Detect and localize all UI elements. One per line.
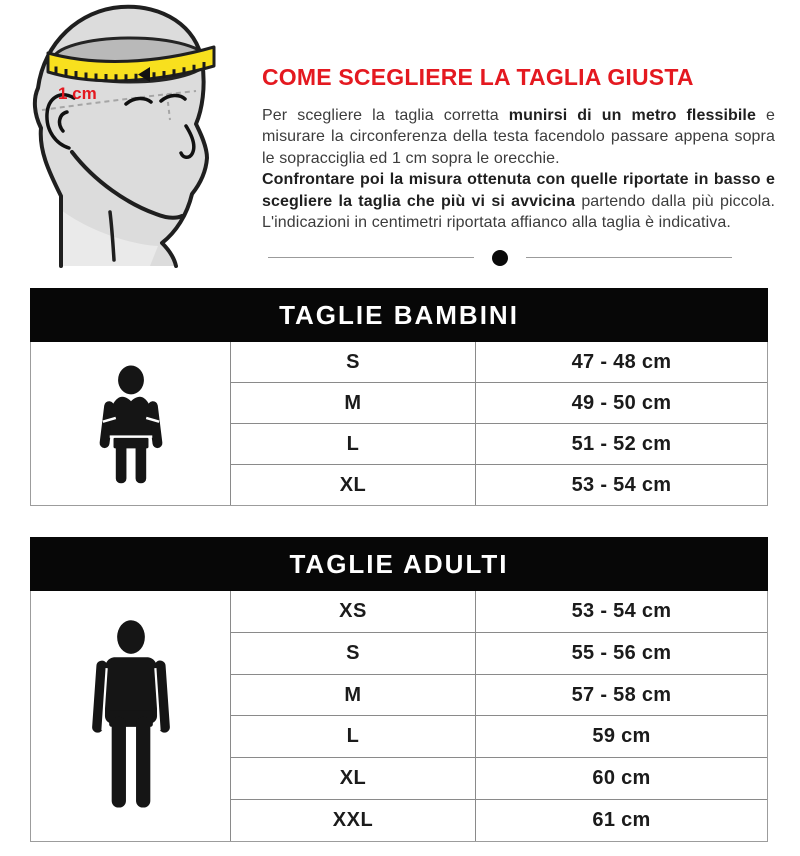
adults-size-table [30,537,768,842]
table-row [231,424,767,465]
table-row [231,758,767,800]
size-range: 61 cm [592,809,651,832]
size-label: M [231,675,476,716]
divider-line-left [268,257,474,258]
intro-section [262,64,775,233]
size-label: XXL [231,800,476,841]
adult-pictogram-icon [31,591,231,841]
adults-table-title: TAGLIE ADULTI [30,537,768,591]
size-label: L [231,716,476,757]
intro-regular-2: e misurare la circonferenza della testa facendolo passare appena sopra le sopracciglia ed 1 cm sopra le orecchie. [262,107,776,167]
table-row [231,591,767,633]
kids-size-table [30,288,768,506]
section-divider [268,249,732,266]
size-label: S [231,633,476,674]
intro-regular-3: partendo dalla più piccola. L'indicazioni in centimetri riportata affianco alla taglia è indicativa. [262,192,775,232]
divider-dot-icon [492,250,508,266]
head-measure-illustration [20,0,235,268]
child-pictogram-icon [31,342,231,505]
tape-measure-label: 1 cm [58,84,97,103]
page-title: COME SCEGLIERE LA TAGLIA GIUSTA [262,64,694,90]
table-row [231,633,767,675]
size-label: S [231,342,476,382]
kids-table-body [30,342,768,506]
divider-line-right [526,257,732,258]
size-label: XS [231,591,476,632]
kids-table-title: TAGLIE BAMBINI [30,288,768,342]
table-row [231,716,767,758]
size-label: M [231,383,476,423]
size-range: 53 - 54 cm [571,599,672,622]
size-range: 47 - 48 cm [571,350,672,373]
kids-rows [231,342,767,505]
size-range: 55 - 56 cm [571,641,672,664]
intro-paragraph [262,105,775,233]
size-range: 49 - 50 cm [571,391,672,414]
size-range: 53 - 54 cm [571,473,672,496]
head-with-measuring-tape-icon [20,0,235,268]
adults-rows [231,591,767,841]
size-range: 60 cm [592,767,651,790]
table-row [231,465,767,505]
adults-table-body [30,591,768,842]
intro-regular-1: Per scegliere la taglia corretta [262,107,509,124]
size-range: 59 cm [592,725,651,748]
size-label: XL [231,758,476,799]
table-row [231,383,767,424]
table-row [231,342,767,383]
intro-bold-1: munirsi di un metro flessibile [508,107,756,124]
size-label: L [231,424,476,464]
table-row [231,675,767,717]
table-row [231,800,767,841]
intro-bold-2: Confrontare poi la misura ottenuta con quelle riportate in basso e scegliere la taglia che più vi si avvicina [262,171,775,210]
size-label: XL [231,465,476,505]
size-range: 51 - 52 cm [571,432,672,455]
size-range: 57 - 58 cm [571,683,672,706]
